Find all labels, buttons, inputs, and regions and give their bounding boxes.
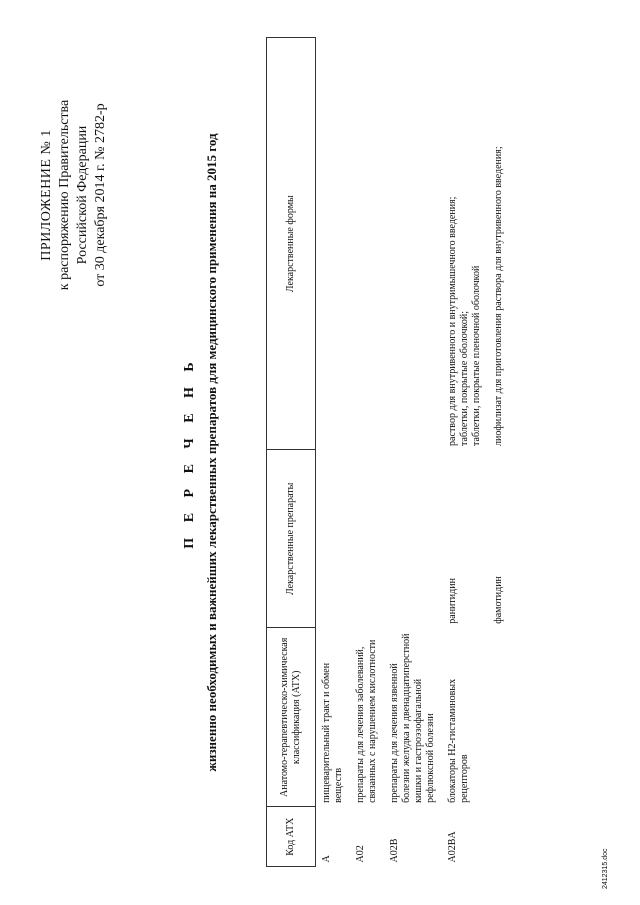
appendix-title: ПРИЛОЖЕНИЕ № 1: [39, 129, 54, 261]
cell-code: [488, 807, 510, 867]
cell-forms: [316, 38, 351, 450]
cell-forms: [488, 38, 510, 450]
form-line: раствор для внутривенного и внутримышечного введения;: [447, 196, 458, 446]
cell-forms: [442, 38, 488, 450]
cell-atx: [488, 628, 510, 807]
table-row: [316, 38, 351, 867]
cell-drug: ранитидин: [447, 578, 458, 624]
table-header-row: [267, 38, 316, 867]
appendix-line-1: к распоряжению Правительства: [57, 99, 72, 291]
form-line: лиофилизат для приготовления раствора для внутривенного введения;: [493, 146, 504, 446]
appendix-line-2: Российской Федерации: [75, 125, 90, 265]
header-forms: Лекарственные формы: [267, 38, 316, 450]
form-line: таблетки, покрытые оболочкой;: [459, 311, 470, 446]
cell-forms: [384, 38, 442, 450]
cell-code: A02BA: [447, 831, 458, 863]
header-code: Код АТХ: [267, 807, 316, 867]
cell-drug: фамотидин: [493, 576, 504, 624]
cell-forms: [350, 38, 384, 450]
footer-filename: 2412315.doc: [602, 848, 609, 889]
appendix-block: [38, 25, 110, 365]
document-heading: [180, 0, 222, 905]
cell-atx: препараты для лечения заболеваний, связанных с нарушением кислотности: [355, 639, 378, 803]
table-row: [488, 38, 510, 867]
document-title: П Е Р Е Ч Е Н Ь: [182, 356, 197, 549]
cell-drug: [384, 450, 442, 628]
drug-list-table: [266, 37, 510, 867]
cell-code: A02: [355, 845, 366, 863]
appendix-line-3: от 30 декабря 2014 г. № 2782-р: [93, 103, 108, 287]
header-drugs: Лекарственные препараты: [267, 450, 316, 628]
document-subtitle: жизненно необходимых и важнейших лекарственных препаратов для медицинского применения на 2015 год: [204, 133, 219, 772]
cell-code: A02B: [389, 838, 400, 863]
form-line: таблетки, покрытые пленочной оболочкой: [471, 265, 482, 446]
cell-atx: блокаторы H2-гистаминовых рецепторов: [447, 678, 470, 803]
cell-drug: [316, 450, 351, 628]
table-row: [350, 38, 384, 867]
cell-atx: пищеварительный тракт и обмен веществ: [321, 662, 344, 803]
header-atx: Анатомо-терапевтическо-химическая классификация (АТХ): [267, 628, 316, 807]
table-row: [442, 38, 488, 867]
cell-atx: препараты для лечения язвенной болезни желудка и двенадцатиперстной кишки и гастроэзофагальной рефлюксной болезни: [389, 633, 436, 803]
cell-code: A: [321, 855, 332, 863]
cell-drug: [350, 450, 384, 628]
table-row: [384, 38, 442, 867]
